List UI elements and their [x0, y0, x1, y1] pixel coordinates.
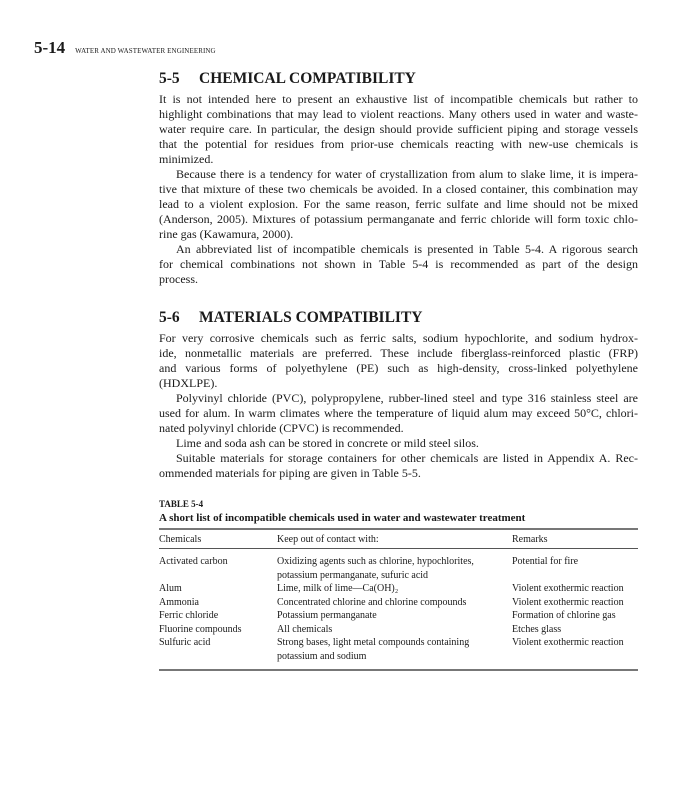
paragraph [159, 167, 638, 242]
section-title: CHEMICAL COMPATIBILITY [199, 70, 416, 87]
table-cell: Activated carbon [159, 556, 228, 567]
text-line: process. [159, 272, 198, 286]
text-line: Because there is a tendency for water of crystallization from alum to slake lime, it is impera- [176, 167, 638, 181]
section-materials-compatibility [159, 309, 638, 481]
table-cell: Lime, milk of lime—Ca(OH)₂ [277, 583, 399, 594]
table-cell: Alum [159, 583, 182, 594]
table-cell: Strong bases, light metal compounds containing potassium and sodium [277, 636, 512, 670]
text-line: used for alum. In warm climates where the temperature of liquid alum may exceed 50°C, chlori- [159, 406, 638, 420]
page-number: 5-14 [34, 38, 66, 57]
table-cell: Sulfuric acid [159, 636, 277, 670]
table-cell: Violent exothermic reaction [512, 636, 638, 670]
text-line: (Anderson, 2005). Mixtures of potassium permanganate and ferric chloride will form toxic chlo- [159, 212, 638, 226]
text-line: ide, nonmetallic materials are preferred. These include fiberglass-reinforced plastic (FRP) [159, 346, 638, 360]
table-row [159, 623, 638, 637]
text-line: for chemical combinations not shown in Table 5-4 is recommended as part of the design [159, 257, 638, 271]
text-line: For very corrosive chemicals such as ferric salts, sodium hypochlorite, and sodium hydrox- [159, 331, 638, 345]
text-line: highlight combinations that may lead to violent reactions. Many others used in water and waste- [159, 107, 638, 121]
column-header: Keep out of contact with: [277, 529, 512, 549]
table-cell: Ferric chloride [159, 610, 219, 621]
running-title: WATER AND WASTEWATER ENGINEERING [75, 47, 216, 55]
text-line: (HDXLPE). [159, 376, 218, 390]
text-line: nated polyvinyl chloride (CPVC) is recommended. [159, 421, 404, 435]
text-line: Lime and soda ash can be stored in concrete or mild steel silos. [176, 436, 479, 450]
text-line: Suitable materials for storage containers for other chemicals are listed in Appendix A. Rec- [176, 451, 638, 465]
section-title: MATERIALS COMPATIBILITY [199, 309, 423, 326]
table-cell: Ammonia [159, 596, 199, 608]
table-row [159, 549, 638, 583]
text-line: lead to a violent explosion. For the same reason, ferric sulfate and lime should not be mixed [159, 197, 638, 211]
section-body [159, 331, 638, 481]
running-head [34, 38, 216, 58]
text-line: water require care. In particular, the design should provide sufficient piping and storage vessels [159, 122, 638, 136]
section-heading [159, 70, 638, 92]
text-line: minimized. [159, 152, 214, 166]
column-header: Remarks [512, 529, 638, 549]
table-cell: Violent exothermic reaction [512, 583, 624, 594]
section-body [159, 92, 638, 287]
table-cell: All chemicals [277, 623, 333, 635]
text-line: rine gas (Kawamura, 2000). [159, 227, 294, 241]
section-heading [159, 309, 638, 331]
section-chemical-compatibility [159, 70, 638, 287]
paragraph [159, 242, 638, 287]
text-line: ommended materials for piping are given in Table 5-5. [159, 466, 421, 480]
table-row [159, 582, 638, 596]
text-line: It is not intended here to present an exhaustive list of incompatible chemicals but rather to [159, 92, 638, 106]
text-line: An abbreviated list of incompatible chemicals is presented in Table 5-4. A rigorous search [176, 242, 638, 256]
paragraph [159, 436, 638, 451]
table-cell: Formation of chlorine gas [512, 610, 616, 621]
table-label: TABLE 5-4 [159, 499, 204, 509]
table-row [159, 609, 638, 623]
table-cell: Potential for fire [512, 556, 579, 567]
text-line: tive that mixture of these two chemicals be avoided. In a closed container, this combination may [159, 182, 638, 196]
table-cell: Concentrated chlorine and chlorine compounds [277, 596, 467, 608]
section-number: 5-6 [159, 309, 180, 326]
paragraph [159, 451, 638, 481]
incompatible-chemicals-table [159, 528, 638, 671]
paragraph [159, 391, 638, 436]
table-cell: Violent exothermic reaction [512, 596, 624, 608]
section-number: 5-5 [159, 70, 180, 87]
text-line: that the potential for residues from prior-use chemicals reacting with new-use chemicals is [159, 137, 638, 151]
table-row [159, 636, 638, 670]
text-line: and various forms of polyethylene (PE) such as high-density, cross-linked polyethylene [159, 361, 638, 375]
table-cell: Etches glass [512, 623, 562, 635]
paragraph [159, 331, 638, 391]
table-cell: Oxidizing agents such as chlorine, hypochlorites, potassium permanganate, sufuric acid [277, 556, 474, 581]
column-header: Chemicals [159, 529, 277, 549]
text-line: Polyvinyl chloride (PVC), polypropylene, rubber-lined steel and type 316 stainless steel are [176, 391, 638, 405]
table-5-4 [159, 499, 638, 671]
table-row [159, 596, 638, 610]
table-caption: A short list of incompatible chemicals used in water and wastewater treatment [159, 512, 526, 524]
table-cell: Potassium permanganate [277, 610, 377, 621]
table-cell: Fluorine compounds [159, 623, 242, 635]
paragraph [159, 92, 638, 167]
